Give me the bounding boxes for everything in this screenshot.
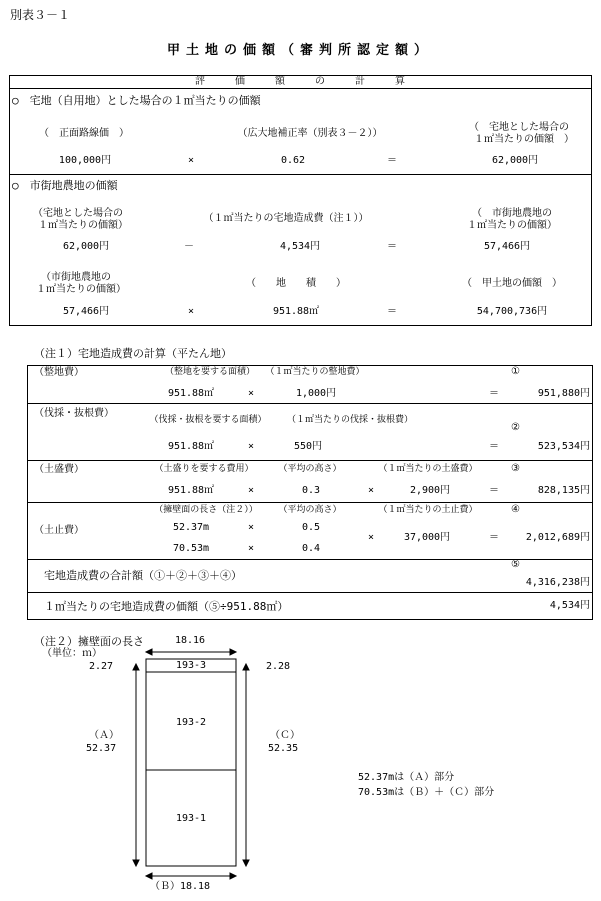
circle-number: ⑤ xyxy=(511,559,520,570)
value-wall-length: 70.53m xyxy=(172,543,210,554)
value-land-price-per-sqm: 62,000円 xyxy=(62,241,110,252)
document-reference: 別表３－１ xyxy=(10,8,71,22)
unit-label: （単位：ｍ） xyxy=(42,648,102,659)
value-total-value: 54,700,736円 xyxy=(476,306,548,317)
column-label: （１㎡当たりの土盛費） xyxy=(378,464,478,474)
operator-multiply: × xyxy=(187,306,195,317)
operator-multiply: × xyxy=(247,388,255,399)
dimension-top: 18.16 xyxy=(174,635,206,646)
value-road-price: 100,000円 xyxy=(58,155,112,166)
row-name: （土止費） xyxy=(34,525,84,536)
operator-equals: ＝ xyxy=(489,388,499,399)
label-farmland-price-per-sqm: （市街地農地の １㎡当たりの価額） xyxy=(35,272,126,295)
side-c-label: （Ｃ） xyxy=(270,730,300,741)
value-area: 951.88㎡ xyxy=(167,485,215,496)
value-development-cost: 4,534円 xyxy=(279,241,321,252)
operator-equals: ＝ xyxy=(489,485,499,496)
column-label: （１㎡当たりの伐採・抜根費） xyxy=(286,415,414,425)
circle-number: ② xyxy=(511,422,520,433)
side-a-value: 52.37 xyxy=(86,743,117,754)
value-area: 951.88㎡ xyxy=(167,388,215,399)
label-correction-rate: （広大地補正率（別表３－２）） xyxy=(237,128,383,139)
column-label: （平均の高さ） xyxy=(278,505,342,515)
value-land-area: 951.88㎡ xyxy=(272,306,320,317)
circle-number: ① xyxy=(511,366,520,377)
operator-multiply: × xyxy=(367,485,375,496)
note1-title: （注１）宅地造成費の計算（平たん地） xyxy=(34,347,232,360)
operator-multiply: × xyxy=(247,485,255,496)
operator-minus: － xyxy=(184,241,194,252)
value-unit-cost: 2,900円 xyxy=(409,485,451,496)
value-land-price-per-sqm: 62,000円 xyxy=(491,155,539,166)
value-area: 951.88㎡ xyxy=(167,441,215,452)
circle-number: ④ xyxy=(511,504,520,515)
value-farmland-price-per-sqm: 57,466円 xyxy=(62,306,110,317)
value-height: 0.3 xyxy=(301,485,321,496)
side-a-label: （Ａ） xyxy=(89,730,119,741)
operator-multiply: × xyxy=(247,522,255,533)
result-value: 828,135円 xyxy=(537,485,590,496)
value-wall-length: 52.37m xyxy=(172,522,210,533)
row-name: （伐採・抜根費） xyxy=(34,408,114,419)
result-value: 2,012,689円 xyxy=(525,532,590,543)
operator-equals: ＝ xyxy=(489,441,499,452)
value-correction-rate: 0.62 xyxy=(280,155,306,166)
value-unit-cost: 1,000円 xyxy=(295,388,337,399)
value-height: 0.5 xyxy=(301,522,321,533)
calculation-header: 評 価 額 の 計 算 xyxy=(195,76,405,87)
operator-equals: ＝ xyxy=(387,306,397,317)
operator-equals: ＝ xyxy=(387,155,397,166)
note2-line1: 52.37mは（Ａ）部分 xyxy=(358,772,455,783)
column-label: （擁壁面の長さ（注２）） xyxy=(154,505,258,515)
result-value: 523,534円 xyxy=(537,441,590,452)
label-farmland-price-per-sqm: （ 市街地農地の １㎡当たりの価額） xyxy=(467,208,557,231)
dimension-right-top: 2.28 xyxy=(266,661,291,672)
label-development-cost: （１㎡当たりの宅地造成費（注１）） xyxy=(203,213,369,224)
column-label: （１㎡当たりの整地費） xyxy=(265,367,365,377)
label-land-area: （ 地 積 ） xyxy=(246,278,346,289)
result-value: 951,880円 xyxy=(537,388,590,399)
parcel-193-3: 193-3 xyxy=(175,660,207,671)
document-title: 甲土地の価額（審判所認定額） xyxy=(166,43,434,58)
column-label: （平均の高さ） xyxy=(278,464,342,474)
parcel-193-2: 193-2 xyxy=(175,717,207,728)
value-unit-cost: 37,000円 xyxy=(403,532,451,543)
side-b-label: （Ｂ）18.18 xyxy=(149,881,211,892)
operator-equals: ＝ xyxy=(489,532,499,543)
note2-title: （注２）擁壁面の長さ xyxy=(34,635,144,648)
section2-heading: ○ 市街地農地の価額 xyxy=(12,179,118,192)
label-land-price-per-sqm: （ 宅地とした場合の １㎡当たりの価額 ） xyxy=(469,122,574,145)
section1-heading: ○ 宅地（自用地）とした場合の１㎡当たりの価額 xyxy=(12,94,261,107)
row-name: （整地費） xyxy=(34,367,84,378)
operator-multiply: × xyxy=(367,532,375,543)
operator-multiply: × xyxy=(247,543,255,554)
operator-equals: ＝ xyxy=(387,241,397,252)
note2-line2: 70.53mは（Ｂ）＋（Ｃ）部分 xyxy=(358,787,495,798)
value-farmland-price-per-sqm: 57,466円 xyxy=(483,241,531,252)
total-value: 4,316,238円 xyxy=(525,577,590,588)
value-unit-cost: 550円 xyxy=(293,441,323,452)
per-sqm-value: 4,534円 xyxy=(549,600,590,611)
label-road-price: （ 正面路線価 ） xyxy=(39,128,129,139)
column-label: （土盛りを要する費用） xyxy=(154,464,254,474)
per-sqm-label: １㎡当たりの宅地造成費の価額（⑤÷951.88㎡） xyxy=(44,600,289,613)
column-label: （整地を要する面積） xyxy=(164,367,256,377)
circle-number: ③ xyxy=(511,463,520,474)
dimension-left-top: 2.27 xyxy=(89,661,114,672)
parcel-193-1: 193-1 xyxy=(175,813,207,824)
label-total-value: （ 甲土地の価額 ） xyxy=(462,278,562,289)
value-height: 0.4 xyxy=(301,543,321,554)
operator-multiply: × xyxy=(187,155,195,166)
row-name: （土盛費） xyxy=(34,464,84,475)
operator-multiply: × xyxy=(247,441,255,452)
total-label: 宅地造成費の合計額（①＋②＋③＋④） xyxy=(44,569,242,582)
label-land-price-per-sqm: （宅地とした場合の １㎡当たりの価額） xyxy=(33,208,128,231)
column-label: （１㎡当たりの土止費） xyxy=(378,505,478,515)
side-c-value: 52.35 xyxy=(268,743,299,754)
column-label: （伐採・抜根を要する面積） xyxy=(149,415,267,425)
